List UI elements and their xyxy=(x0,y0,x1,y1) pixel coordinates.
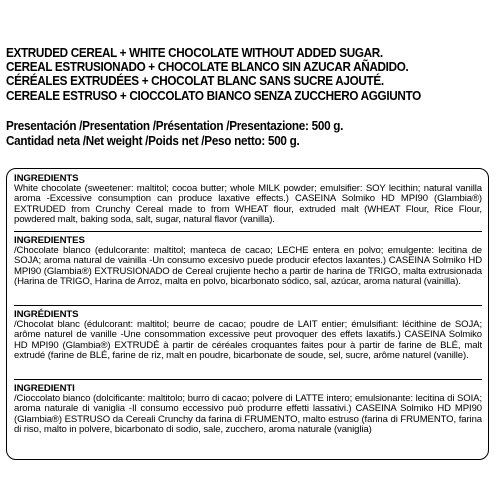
ingredients-box xyxy=(6,168,489,460)
ingredients-french xyxy=(14,310,482,361)
title-italian: CEREALE ESTRUSO + CIOCCOLATO BIANCO SENZA ZUCCHERO AGGIUNTO xyxy=(6,88,421,103)
title-french: CÉRÉALES EXTRUDÉES + CHOCOLAT BLANC SANS SUCRE AJOUTÉ. xyxy=(6,74,384,89)
ingredients-text: /Chocolat blanc (édulcorant: maltitol; beurre de cacao; poudre de LAIT entier; émulsifiant: lécithine de SOJA; arôme naturel de vanille -Une consommation excessive peut provoquer des effets laxatifs.) CASEINA Solmiko HD MPI90 (Glambia®) EXTRUDÉ à partir de céréales croquantes faites pour à partir de farine de BLÉ, malt extrudé (farine de BLÉ, farine de riz, malt en poudre, bicarbonate de soude, sel, sucre, arôme naturel (vanille). xyxy=(14,319,482,361)
ingredients-spanish xyxy=(14,236,482,287)
ingredients-english xyxy=(14,174,482,225)
ingredients-heading: INGREDIENTES xyxy=(14,235,85,246)
ingredients-heading: INGREDIENTI xyxy=(14,383,75,394)
ingredients-italian xyxy=(14,384,482,435)
section-divider xyxy=(14,305,482,306)
section-divider xyxy=(14,231,482,232)
ingredients-text: White chocolate (sweetener: maltitol; cocoa butter; whole MILK powder; emulsifier: SOY lecithin; natural vanilla aroma -Excessive consumption can produce laxative effects.) CASEINA Solmiko HD MPI90 (Glambia®) EXTRUDED from Crunchy Cereal made to from WHEAT flour, extruded malt (WHEAT Flour, Rice Flour, powdered malt, baking soda, salt, sugar, natural flavor (vanilla). xyxy=(14,183,482,225)
title-english: EXTRUDED CEREAL + WHITE CHOCOLATE WITHOUT ADDED SUGAR. xyxy=(6,46,383,60)
presentation-line: Presentación /Presentation /Présentation /Presentazione: 500 g. xyxy=(6,119,344,133)
product-title-block xyxy=(6,46,460,103)
net-weight-line: Cantidad neta /Net weight /Poids net /Peso netto: 500 g. xyxy=(6,133,300,148)
ingredients-text: /Cioccolato bianco (dolcificante: maltitolo; burro di cacao; polvere di LATTE intero; emulsionante: lecitina di SOIA; aroma naturale di vaniglia -Il consumo eccessivo può produrre effetti lassativi.) CASEINA Solmiko HD MPI90 (Glambia®) ESTRUSO da Cereali Crunchy da farina di FRUMENTO, malto estruso (farina di FRUMENTO, farina di riso, malto in polvere, bicarbonato di sodio, sale, zucchero, aroma naturale (vaniglia) xyxy=(14,393,482,435)
title-spanish: CEREAL ESTRUSIONADO + CHOCOLATE BLANCO SIN AZUCAR AÑADIDO. xyxy=(6,60,409,75)
ingredients-heading: INGRÉDIENTS xyxy=(14,309,79,320)
section-divider xyxy=(14,379,482,380)
presentation-block xyxy=(6,119,343,148)
ingredients-heading: INGREDIENTS xyxy=(14,173,79,184)
ingredients-text: /Chocolate blanco (edulcorante: maltitol; manteca de cacao; LECHE entera en polvo; emulgente: lecitina de SOJA; aroma natural de vainilla -Un consumo excesivo puede producir efectos laxantes.) CASEINA Solmiko HD MPI90 (Glambia®) EXTRUSIONADO de Cereal crujiente hecho a partir de harina de TRIGO, malta extrusionada (Harina de TRIGO, Harina de Arroz, malta en polvo, bicarbonato sódico, sal, azúcar, aroma natural (vainilla). xyxy=(14,245,482,287)
